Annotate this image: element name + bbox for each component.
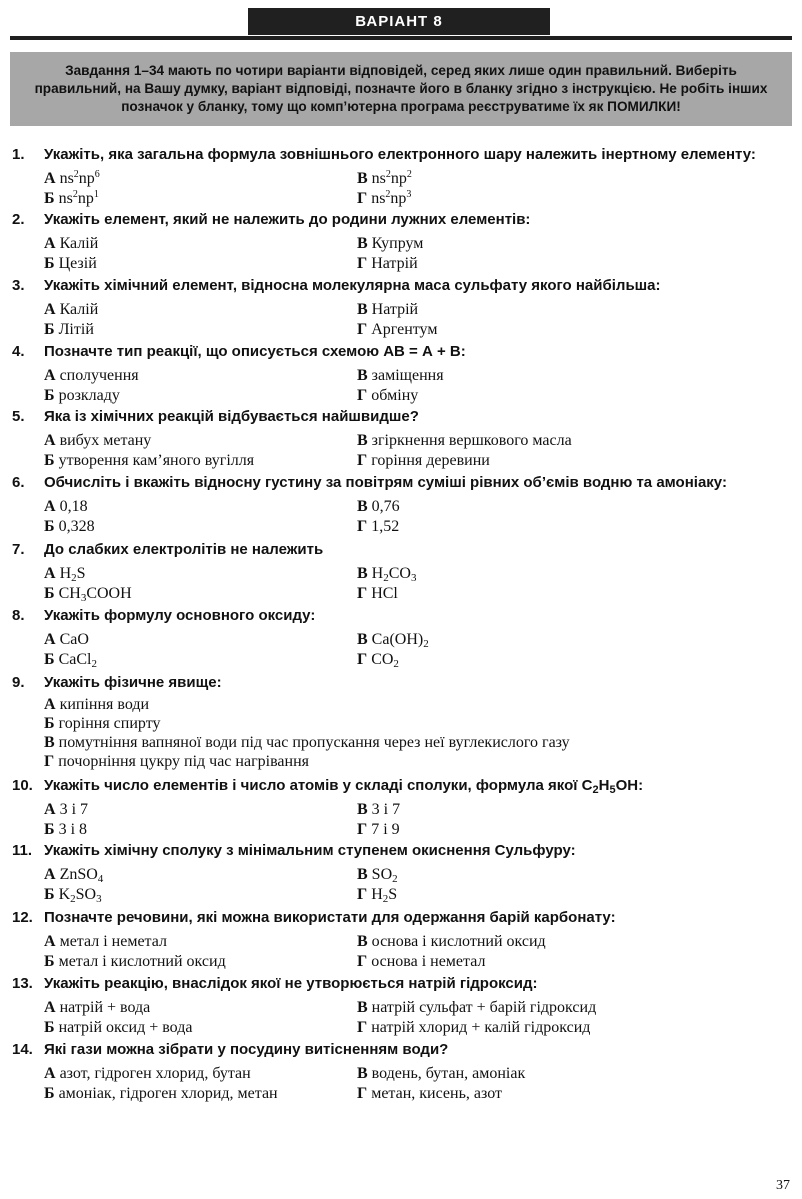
option-a[interactable]: А $H_2S$ [44, 565, 86, 584]
option-a[interactable]: А CaO [44, 631, 89, 648]
question-number: 2. [12, 211, 25, 228]
title-rule [10, 36, 792, 40]
option-v[interactable]: В Купрум [357, 235, 424, 252]
question-number: 7. [12, 541, 25, 558]
option-v[interactable]: В натрій сульфат + барій гідроксид [357, 999, 597, 1016]
option-b[interactable]: Б $ns^2np^1$ [44, 189, 99, 207]
option-v[interactable]: В водень, бутан, амоніак [357, 1065, 526, 1082]
question-text: Укажіть реакцію, внаслідок якої не утворюється натрій гідроксид: [44, 975, 538, 992]
option-v[interactable]: В основа і кислотний оксид [357, 933, 546, 950]
option-a[interactable]: А натрій + вода [44, 999, 151, 1016]
option-v[interactable]: В $Ca(OH)_2$ [357, 631, 429, 650]
option-a[interactable]: А 0,18 [44, 498, 88, 515]
question-text: Укажіть хімічний елемент, відносна молекулярна маса сульфату якого найбільша: [44, 277, 661, 294]
option-b[interactable]: Б $K_2SO_3$ [44, 886, 102, 905]
question-text: Укажіть число елементів і число атомів у складі сполуки, формула якої $C_2H_5OH$: [44, 777, 644, 796]
option-a[interactable]: А 3 і 7 [44, 801, 89, 818]
question-number: 12. [12, 909, 33, 926]
option-g[interactable]: Г $H_2S$ [357, 886, 398, 905]
option-v[interactable]: В 0,76 [357, 498, 400, 515]
option-g[interactable]: Г Аргентум [357, 321, 438, 338]
option-g[interactable]: Г основа і неметал [357, 953, 486, 970]
question-text: Укажіть фізичне явище: [44, 674, 222, 691]
option-b[interactable]: Б метал і кислотний оксид [44, 953, 226, 970]
option-v[interactable]: В $H_2CO_3$ [357, 565, 417, 584]
option-g[interactable]: Г $ns^2np^3$ [357, 189, 412, 207]
option-a[interactable]: А ZnSO$_4$ [44, 866, 104, 885]
option-a[interactable]: А азот, гідроген хлорид, бутан [44, 1065, 251, 1082]
question-number: 13. [12, 975, 33, 992]
option-v[interactable]: В $SO_2$ [357, 866, 398, 885]
option-g[interactable]: Г 7 і 9 [357, 821, 400, 838]
option-g[interactable]: Г Натрій [357, 255, 418, 272]
question-number: 5. [12, 408, 25, 425]
question-text: Позначте речовини, які можна використати для одержання барій карбонату: [44, 909, 616, 926]
option-b[interactable]: Б 3 і 8 [44, 821, 88, 838]
option-g[interactable]: Г метан, кисень, азот [357, 1085, 502, 1102]
option-g[interactable]: Г почорніння цукру під час нагрівання [44, 753, 309, 770]
option-a[interactable]: А $ns^2np^6$ [44, 169, 100, 187]
question-number: 4. [12, 343, 25, 360]
question-number: 14. [12, 1041, 33, 1058]
option-b[interactable]: Б $CH_3COOH$ [44, 585, 132, 604]
page-number: 37 [776, 1178, 790, 1193]
instructions-text: Завдання 1–34 мають по чотири варіанти відповідей, серед яких лише один правильний. Виберіть правильний, на Вашу думку, варіант відповіді, позначте його в бланку згідно з інструкцією. Не робіть інших позначок у бланку, тому що комп’ютерна програма реєструватиме їх як ПОМИЛКИ! [34, 63, 768, 114]
question-text: Укажіть формулу основного оксиду: [44, 607, 316, 624]
question-number: 3. [12, 277, 25, 294]
question-text: Укажіть, яка загальна формула зовнішнього електронного шару належить інертному елементу: [44, 146, 756, 163]
option-v[interactable]: В заміщення [357, 367, 444, 384]
question-number: 9. [12, 674, 25, 691]
question-text: Які гази можна зібрати у посудину витісненням води? [44, 1041, 449, 1058]
option-b[interactable]: Б розкладу [44, 387, 120, 404]
option-g[interactable]: Г 1,52 [357, 518, 400, 535]
instructions-box [10, 52, 792, 126]
option-b[interactable]: Б 0,328 [44, 518, 95, 535]
option-v[interactable]: В $ns^2np^2$ [357, 169, 412, 187]
option-g[interactable]: Г натрій хлорид + калій гідроксид [357, 1019, 591, 1036]
option-b[interactable]: Б CaCl$_2$ [44, 651, 97, 670]
option-b[interactable]: Б амоніак, гідроген хлорид, метан [44, 1085, 278, 1102]
question-text: Укажіть елемент, який не належить до родини лужних елементів: [44, 211, 531, 228]
option-a[interactable]: А метал і неметал [44, 933, 167, 950]
option-b[interactable]: Б натрій оксид + вода [44, 1019, 193, 1036]
option-a[interactable]: А кипіння води [44, 696, 150, 713]
question-number: 10. [12, 777, 33, 794]
option-g[interactable]: Г горіння деревини [357, 452, 490, 469]
question-number: 8. [12, 607, 25, 624]
option-a[interactable]: А вибух метану [44, 432, 152, 449]
question-text: До слабких електролітів не належить [44, 541, 324, 558]
option-b[interactable]: Б горіння спирту [44, 715, 161, 732]
question-number: 11. [12, 842, 33, 859]
question-text: Позначте тип реакції, що описується схемою АВ = А + В: [44, 343, 466, 360]
question-text: Укажіть хімічну сполуку з мінімальним ступенем окиснення Сульфуру: [44, 842, 576, 859]
option-b[interactable]: Б Літій [44, 321, 94, 338]
question-number: 1. [12, 146, 25, 163]
option-g[interactable]: Г HCl [357, 585, 398, 602]
option-v[interactable]: В 3 і 7 [357, 801, 401, 818]
option-v[interactable]: В Натрій [357, 301, 419, 318]
option-b[interactable]: Б утворення кам’яного вугілля [44, 452, 255, 469]
option-v[interactable]: В помутніння вапняної води під час пропускання через неї вуглекислого газу [44, 734, 570, 751]
question-number: 6. [12, 474, 25, 491]
option-g[interactable]: Г обміну [357, 387, 419, 404]
question-text: Яка із хімічних реакцій відбувається найшвидше? [44, 408, 419, 425]
option-a[interactable]: А сполучення [44, 367, 139, 384]
option-b[interactable]: Б Цезій [44, 255, 97, 272]
question-text: Обчисліть і вкажіть відносну густину за повітрям суміші рівних об’ємів водню та амоніаку: [44, 474, 727, 491]
option-v[interactable]: В згіркнення вершкового масла [357, 432, 572, 449]
option-a[interactable]: А Калій [44, 301, 99, 318]
variant-title: ВАРІАНТ 8 [248, 8, 550, 35]
option-g[interactable]: Г $CO_2$ [357, 651, 399, 670]
option-a[interactable]: А Калій [44, 235, 99, 252]
